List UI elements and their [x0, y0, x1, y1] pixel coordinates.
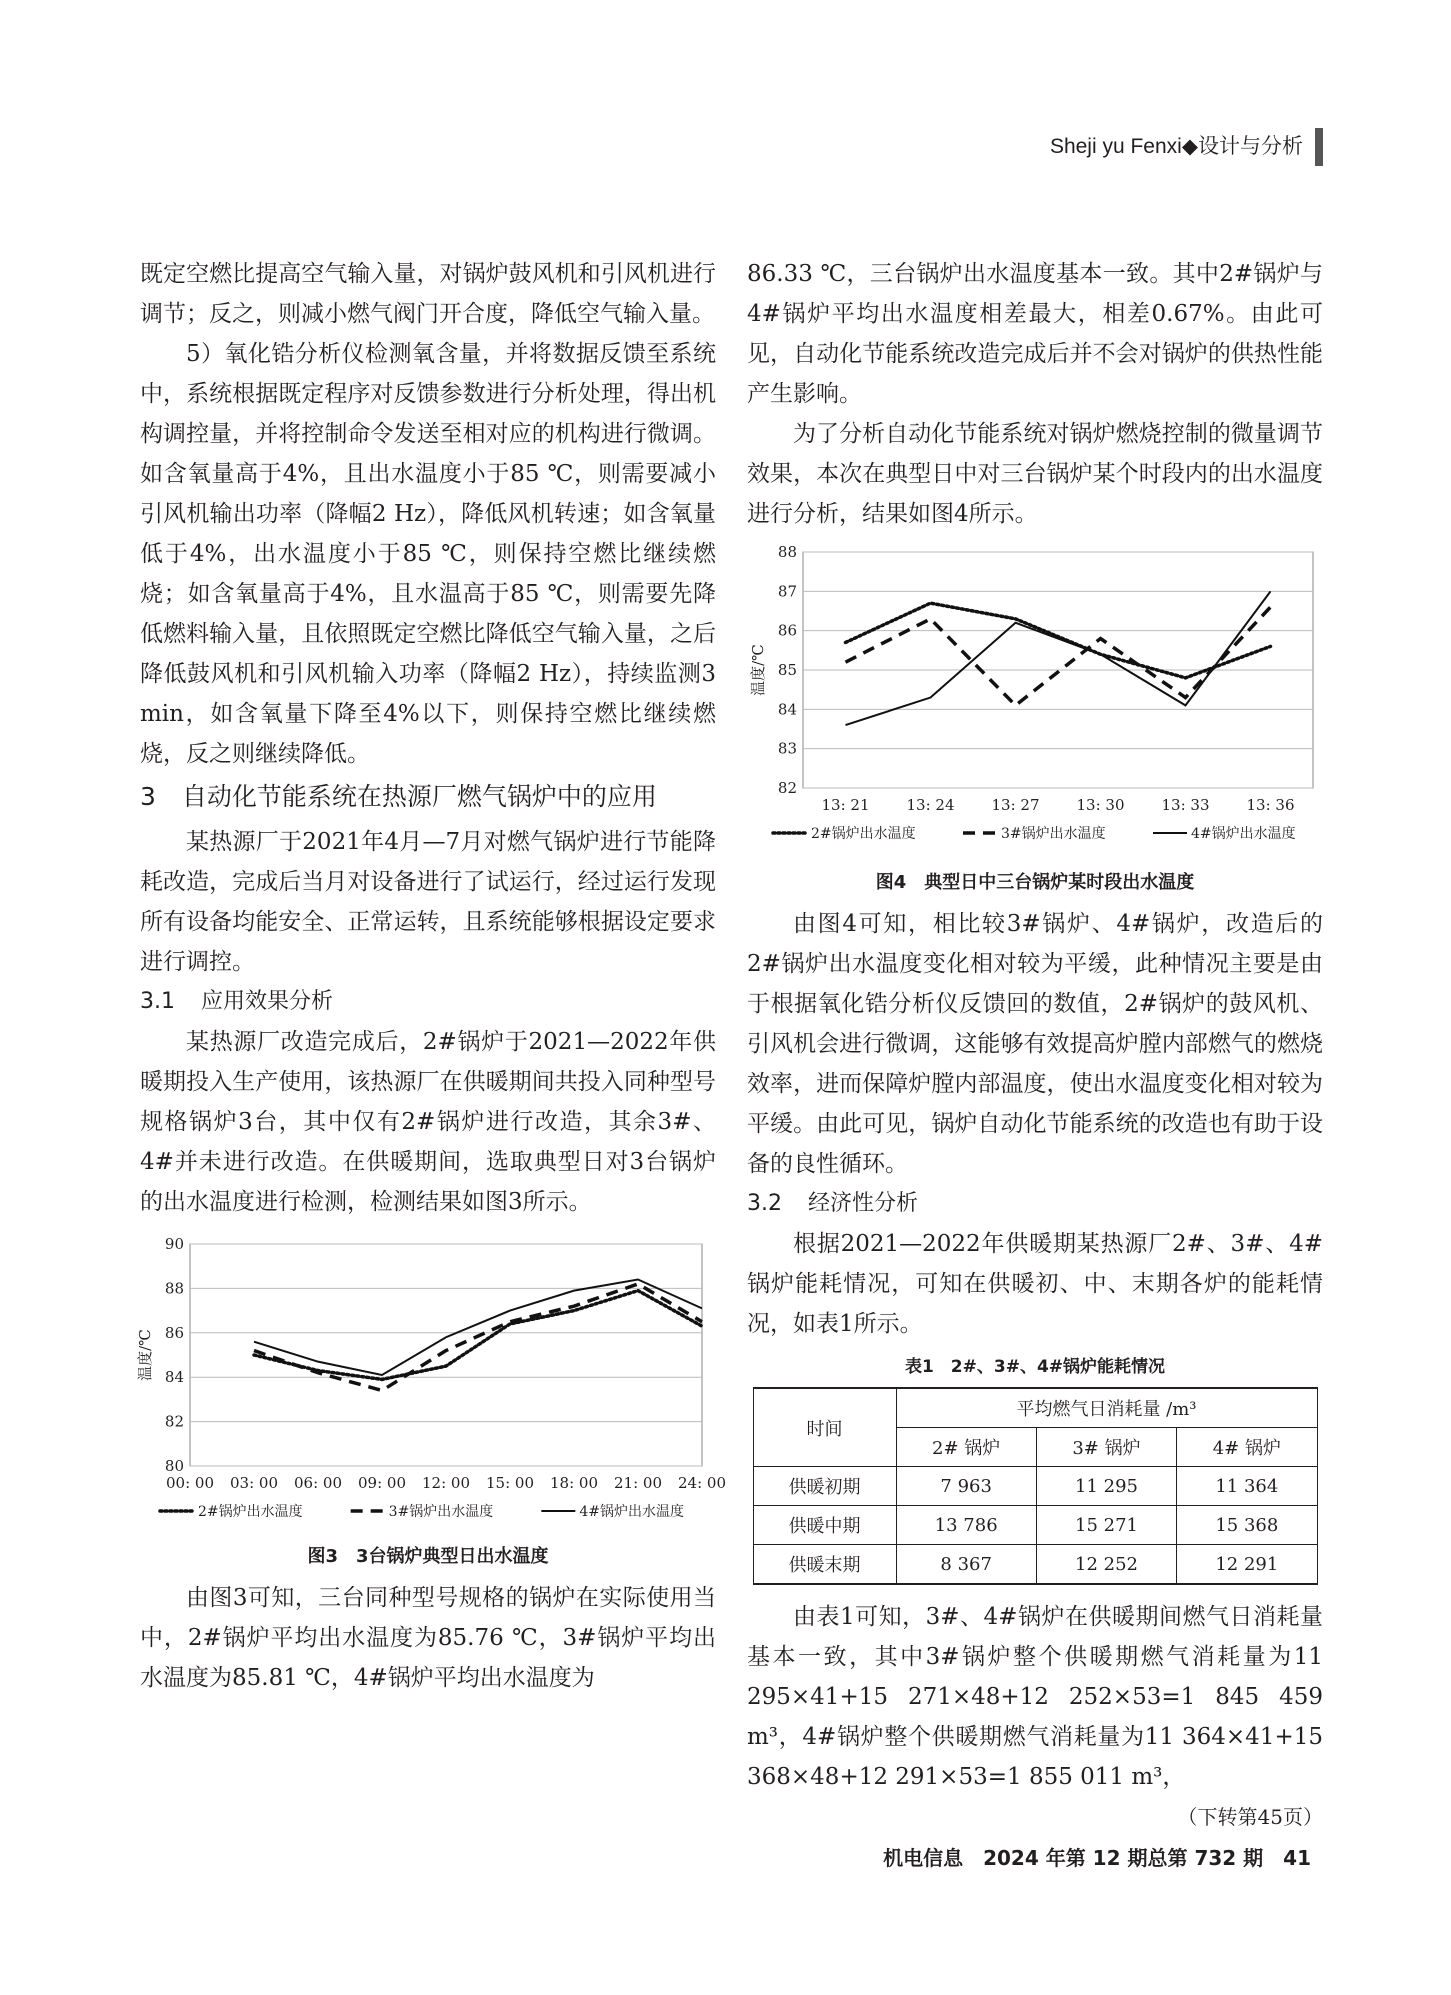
paragraph: 某热源厂改造完成后，2#锅炉于2021—2022年供暖期投入生产使用，该热源厂在供暖期间共投入同种型号规格锅炉3台，其中仅有2#锅炉进行改造，其余3#、4#并未进行改造。在供暖期间，选取典型日对3台锅炉的出水温度进行检测，检测结果如图3所示。: [140, 1029, 716, 1215]
paragraph: 某热源厂于2021年4月—7月对燃气锅炉进行节能降耗改造，完成后当月对设备进行了试运行，经过运行发现所有设备均能安全、正常运转，且系统能够根据设定要求进行调控。: [140, 829, 716, 975]
table-row: [753, 1506, 1317, 1545]
x-tick-label: 13: 21: [821, 796, 870, 814]
legend-label: 2#锅炉出水温度: [811, 826, 916, 842]
table-cell: 12 252: [1036, 1545, 1176, 1585]
table-cell: 15 271: [1036, 1506, 1176, 1545]
series-line-4: [254, 1280, 702, 1375]
table-cell: 11 364: [1177, 1467, 1317, 1506]
y-tick-label: 82: [164, 1412, 184, 1431]
table-row-label: 供暖中期: [753, 1506, 896, 1545]
figure-3-chart: [136, 1235, 726, 1536]
paragraph: 根据2021—2022年供暖期某热源厂2#、3#、4#锅炉能耗情况，可知在供暖初、中、末期各炉的能耗情况，如表1所示。: [747, 1231, 1323, 1337]
y-tick-label: 86: [777, 621, 797, 640]
paragraph-text: 由表1可知，3#、4#锅炉在供暖期间燃气日消耗量基本一致，其中3#锅炉整个供暖期燃气消耗量为11 295×41+15 271×48+12 252×53=1 845 459 m³，4#锅炉整个供暖期燃气消耗量为11 364×41+15 368×48+12 291×53=1 855 011 m³，: [747, 1604, 1323, 1790]
energy-table: [753, 1387, 1318, 1585]
paragraph: 由图4可知，相比较3#锅炉、4#锅炉，改造后的2#锅炉出水温度变化相对较为平缓，此种情况主要是由于根据氧化锆分析仪反馈回的数值，2#锅炉的鼓风机、引风机会进行微调，这能够有效提高炉膛内部燃气的燃烧效率，进而保障炉膛内部温度，使出水温度变化相对较为平缓。由此可见，锅炉自动化节能系统的改造也有助于设备的良性循环。: [747, 911, 1323, 1177]
table-cell: 11 295: [1036, 1467, 1176, 1506]
x-tick-label: 18: 00: [550, 1474, 598, 1492]
paragraph: 5）氧化锆分析仪检测氧含量，并将数据反馈至系统中，系统根据既定程序对反馈参数进行分析处理，得出机构调控量，并将控制命令发送至相对应的机构进行微调。如含氧量高于4%，且出水温度小于85 ℃，则需要减小引风机输出功率（降幅2 Hz），降低风机转速；如含氧量低于4%，出水温度小于85 ℃，则保持空燃比继续燃烧；如含氧量高于4%，且水温高于85 ℃，则需要先降低燃料输入量，且依照既定空燃比降低空气输入量，之后降低鼓风机和引风机输入功率（降幅2 Hz），持续监测3 min，如含氧量下降至4%以下，则保持空燃比继续燃烧，反之则继续降低。: [140, 341, 716, 767]
diamond-icon: ◆: [1181, 135, 1198, 158]
legend-label: 4#锅炉出水温度: [579, 1504, 684, 1520]
legend-label: 4#锅炉出水温度: [1191, 826, 1296, 842]
table-row-label: 供暖末期: [753, 1545, 896, 1585]
y-tick-label: 90: [164, 1235, 184, 1253]
y-tick-label: 83: [777, 739, 797, 758]
y-tick-label: 84: [164, 1368, 184, 1387]
paragraph: [747, 1597, 1323, 1829]
series-line-3: [846, 607, 1271, 705]
y-tick-label: 80: [164, 1457, 184, 1475]
x-tick-label: 13: 24: [906, 796, 955, 814]
journal-info: 机电信息 2024 年第 12 期总第 732 期: [883, 1846, 1264, 1870]
x-tick-label: 06: 00: [294, 1474, 342, 1492]
subsection-title: 应用效果分析: [201, 989, 334, 1014]
y-axis-label: 温度/℃: [136, 1329, 154, 1381]
plot-frame: [190, 1244, 702, 1466]
x-tick-label: 03: 00: [230, 1474, 278, 1492]
y-tick-label: 88: [164, 1279, 184, 1298]
header-bar: [1315, 128, 1323, 166]
header-pinyin: Sheji yu Fenxi: [1049, 135, 1182, 158]
page-footer: [883, 1842, 1311, 1871]
x-tick-label: 21: 00: [614, 1474, 662, 1492]
paragraph: 既定空燃比提高空气输入量，对锅炉鼓风机和引风机进行调节；反之，则减小燃气阀门开合度，降低空气输入量。: [140, 261, 716, 327]
x-tick-label: 09: 00: [358, 1474, 406, 1492]
paragraph: 86.33 ℃，三台锅炉出水温度基本一致。其中2#锅炉与4#锅炉平均出水温度相差最大，相差0.67%。由此可见，自动化节能系统改造完成后并不会对锅炉的供热性能产生影响。: [747, 261, 1323, 407]
paragraph: 由图3可知，三台同种型号规格的锅炉在实际使用当中，2#锅炉平均出水温度为85.76 ℃，3#锅炉平均出水温度为85.81 ℃，4#锅炉平均出水温度为: [140, 1585, 716, 1691]
running-header: [1050, 130, 1303, 160]
table-cell: 15 368: [1177, 1506, 1317, 1545]
x-tick-label: 13: 36: [1246, 796, 1295, 814]
table-subheader: 3# 锅炉: [1036, 1428, 1176, 1467]
table-cell: 7 963: [896, 1467, 1036, 1506]
right-column: [747, 254, 1323, 1837]
section-number: 3: [140, 782, 156, 811]
x-tick-label: 00: 00: [166, 1474, 214, 1492]
table-1-caption: 表1 2#、3#、4#锅炉能耗情况: [904, 1357, 1166, 1377]
x-tick-label: 24: 00: [678, 1474, 726, 1492]
y-tick-label: 87: [777, 582, 797, 601]
subsection-number: 3.2: [747, 1191, 782, 1216]
x-tick-label: 13: 27: [991, 796, 1040, 814]
table-row: [753, 1467, 1317, 1506]
legend-label: 3#锅炉出水温度: [388, 1504, 494, 1520]
table-row: [753, 1545, 1317, 1585]
legend-label: 3#锅炉出水温度: [1001, 826, 1106, 842]
figure-3-caption: 图3 3台锅炉典型日出水温度: [307, 1546, 549, 1567]
subsection-title: 经济性分析: [808, 1191, 919, 1216]
y-axis-label: 温度/℃: [749, 644, 767, 696]
figure-4-caption: 图4 典型日中三台锅炉某时段出水温度: [875, 872, 1195, 893]
y-tick-label: 88: [777, 543, 797, 561]
section-title: 自动化节能系统在热源厂燃气锅炉中的应用: [181, 782, 657, 811]
x-tick-label: 13: 33: [1161, 796, 1210, 814]
legend-label: 2#锅炉出水温度: [198, 1504, 303, 1520]
table-subheader: 4# 锅炉: [1177, 1428, 1317, 1467]
y-tick-label: 82: [777, 779, 797, 797]
table-header-group: 平均燃气日消耗量 /m³: [896, 1388, 1317, 1428]
y-tick-label: 86: [164, 1323, 184, 1342]
series-line-3: [254, 1284, 702, 1391]
header-title: 设计与分析: [1198, 135, 1303, 158]
table-cell: 12 291: [1177, 1545, 1317, 1585]
section-heading: [140, 776, 716, 818]
left-column: [136, 254, 726, 1698]
continued-note: （下转第45页）: [1177, 1805, 1323, 1829]
table-cell: 13 786: [896, 1506, 1036, 1545]
table-cell: 8 367: [896, 1545, 1036, 1585]
y-tick-label: 84: [777, 700, 797, 719]
x-tick-label: 12: 00: [422, 1474, 470, 1492]
subsection-heading: [747, 1184, 1323, 1224]
x-tick-label: 15: 00: [486, 1474, 534, 1492]
series-line-2: [846, 603, 1271, 678]
figure-4-chart: [747, 544, 1323, 862]
table-row-label: 供暖初期: [753, 1467, 896, 1506]
subsection-number: 3.1: [140, 989, 175, 1014]
x-tick-label: 13: 30: [1076, 796, 1125, 814]
paragraph: 为了分析自动化节能系统对锅炉燃烧控制的微量调节效果，本次在典型日中对三台锅炉某个时段内的出水温度进行分析，结果如图4所示。: [747, 421, 1323, 527]
subsection-heading: [140, 982, 716, 1022]
page-number: 41: [1283, 1846, 1311, 1870]
table-header-time: 时间: [753, 1388, 896, 1467]
y-tick-label: 85: [777, 661, 797, 679]
table-subheader: 2# 锅炉: [896, 1428, 1036, 1467]
